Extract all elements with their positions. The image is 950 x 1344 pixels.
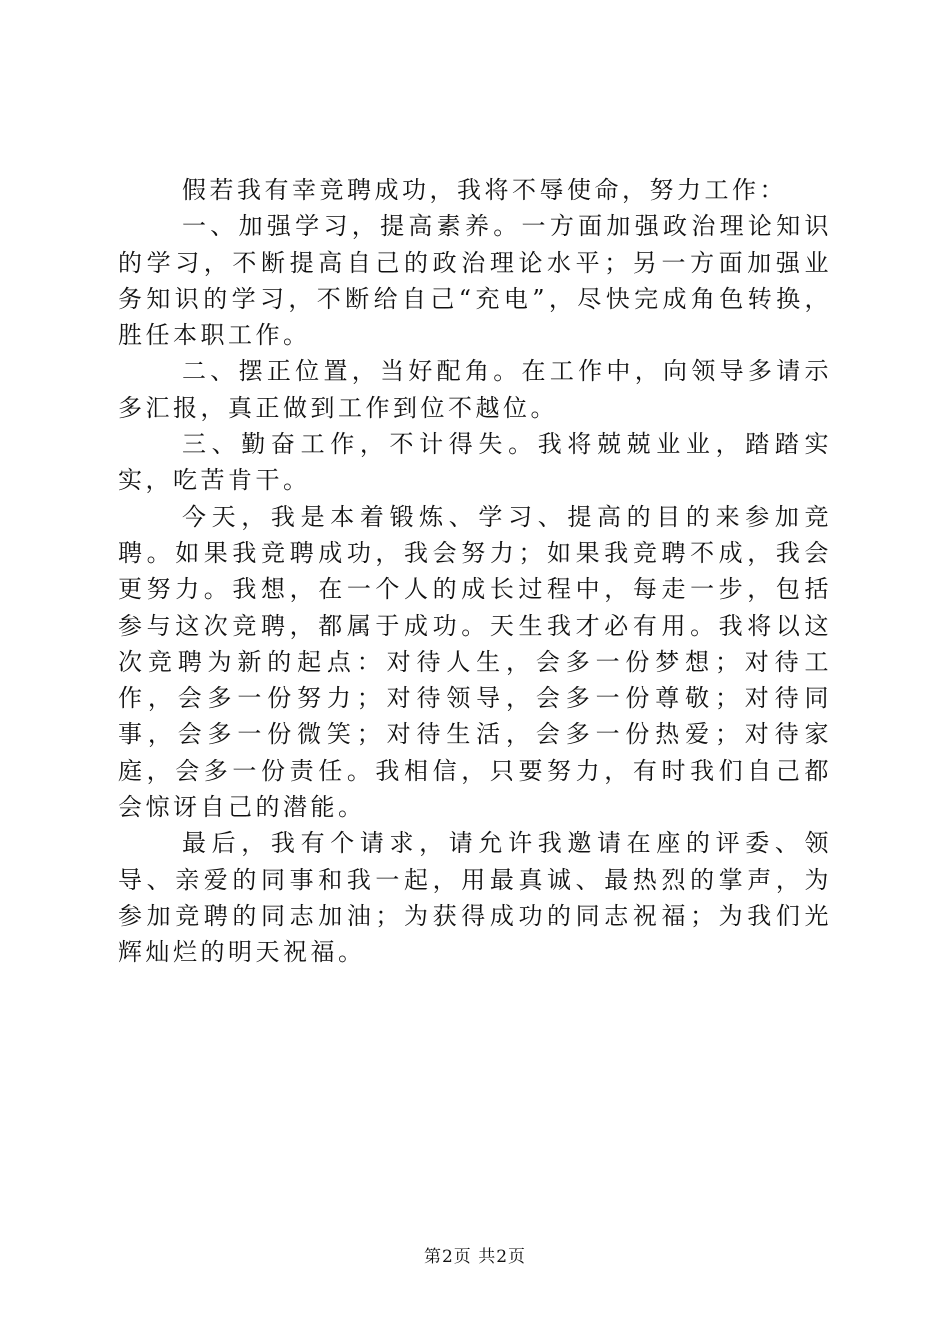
paragraph-point-two: 二、摆正位置，当好配角。在工作中，向领导多请示多汇报，真正做到工作到位不越位。 xyxy=(118,357,832,422)
paragraph-point-one: 一、加强学习，提高素养。一方面加强政治理论知识的学习，不断提高自己的政治理论水平；另一方面加强业务知识的学习，不断给自己“充电”，尽快完成角色转换，胜任本职工作。 xyxy=(118,212,832,350)
document-body xyxy=(118,172,832,971)
page-number: 第2页 xyxy=(423,1247,472,1267)
paragraph-closing: 最后，我有个请求，请允许我邀请在座的评委、领导、亲爱的同事和我一起，用最真诚、最热烈的掌声，为参加竞聘的同志加油；为获得成功的同志祝福；为我们光辉灿烂的明天祝福。 xyxy=(118,829,832,967)
paragraph-point-three: 三、勤奋工作，不计得失。我将兢兢业业，踏踏实实，吃苦肯干。 xyxy=(118,430,832,495)
page-total: 共2页 xyxy=(478,1247,527,1267)
paragraph-intro: 假若我有幸竞聘成功，我将不辱使命，努力工作： xyxy=(182,176,787,204)
page-footer xyxy=(0,1246,950,1268)
paragraph-today: 今天，我是本着锻炼、学习、提高的目的来参加竞聘。如果我竞聘成功，我会努力；如果我竞聘不成，我会更努力。我想，在一个人的成长过程中，每走一步，包括参与这次竞聘，都属于成功。天生我才必有用。我将以这次竞聘为新的起点：对待人生，会多一份梦想；对待工作，会多一份努力；对待领导，会多一份尊敬；对待同事，会多一份微笑；对待生活，会多一份热爱；对待家庭，会多一份责任。我相信，只要努力，有时我们自己都会惊讶自己的潜能。 xyxy=(118,502,832,822)
